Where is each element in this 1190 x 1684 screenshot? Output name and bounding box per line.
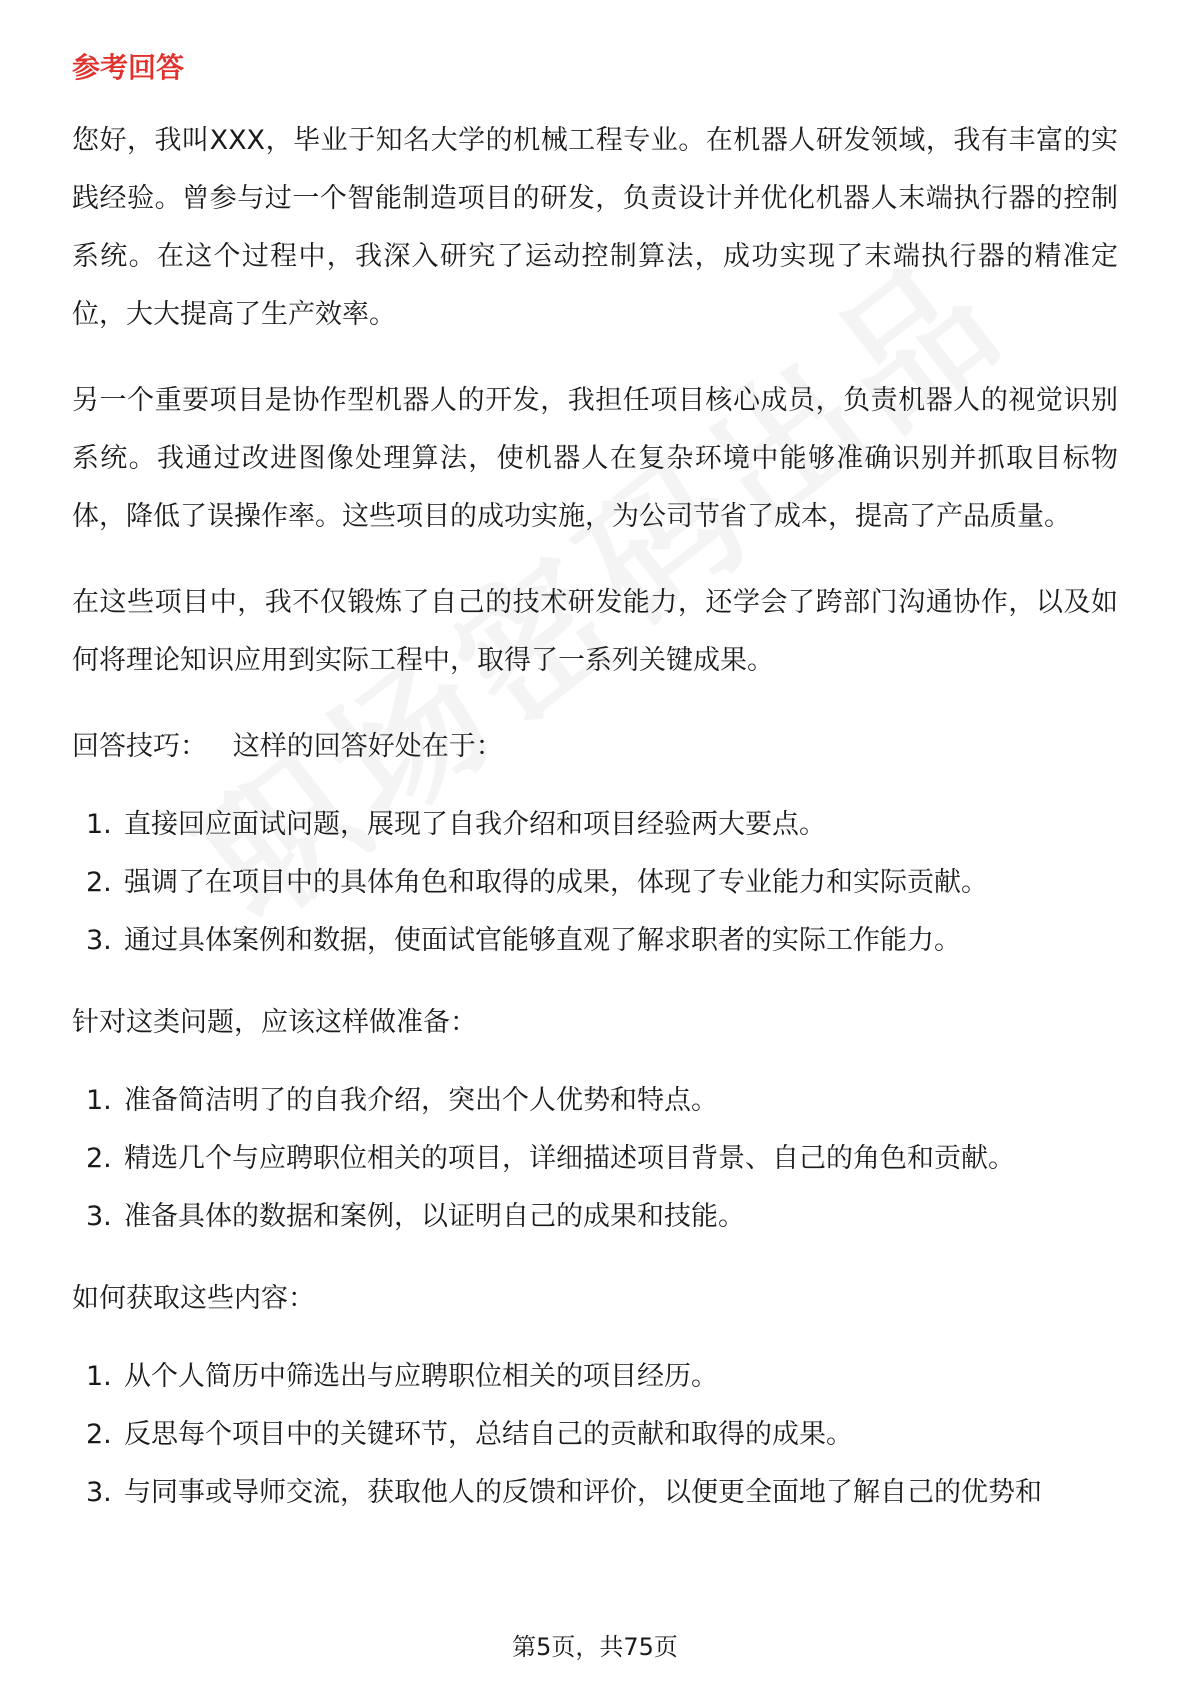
- list-text: 强调了在项目中的具体角色和取得的成果，体现了专业能力和实际贡献。: [124, 867, 988, 898]
- list-text: 反思每个项目中的关键环节，总结自己的贡献和取得的成果。: [124, 1419, 853, 1450]
- tips-list: [72, 796, 1118, 970]
- list-text: 与同事或导师交流，获取他人的反馈和评价，以便更全面地了解自己的优势和: [124, 1477, 1042, 1508]
- list-item: [72, 1348, 1118, 1406]
- list-text: 准备简洁明了的自我介绍，突出个人优势和特点。: [124, 1085, 718, 1116]
- list-number: 1.: [86, 1361, 112, 1392]
- list-number: 2.: [86, 1143, 112, 1174]
- prepare-heading: 针对这类问题，应该这样做准备：: [72, 1007, 477, 1038]
- list-item: [72, 1130, 1118, 1188]
- paragraph-1: 您好，我叫XXX，毕业于知名大学的机械工程专业。在机器人研发领域，我有丰富的实践经验。曾参与过一个智能制造项目的研发，负责设计并优化机器人末端执行器的控制系统。在这个过程中，我深入研究了运动控制算法，成功实现了末端执行器的精准定位，大大提高了生产效率。: [72, 125, 1118, 330]
- list-item: [72, 796, 1118, 854]
- list-text: 直接回应面试问题，展现了自我介绍和项目经验两大要点。: [124, 809, 826, 840]
- list-text: 准备具体的数据和案例，以证明自己的成果和技能。: [124, 1201, 745, 1232]
- list-text: 通过具体案例和数据，使面试官能够直观了解求职者的实际工作能力。: [124, 925, 961, 956]
- document-page: [72, 48, 1118, 1546]
- list-number: 2.: [86, 867, 112, 898]
- list-item: [72, 1188, 1118, 1246]
- list-item: [72, 1072, 1118, 1130]
- tips-heading: 回答技巧： 这样的回答好处在于：: [72, 731, 503, 762]
- list-item: [72, 912, 1118, 970]
- list-number: 3.: [86, 1201, 112, 1232]
- page-footer: 第5页，共75页: [512, 1633, 678, 1661]
- list-text: 精选几个与应聘职位相关的项目，详细描述项目背景、自己的角色和贡献。: [124, 1143, 1015, 1174]
- section-title: 参考回答: [72, 51, 185, 84]
- list-number: 1.: [86, 1085, 112, 1116]
- list-item: [72, 1464, 1118, 1522]
- list-number: 1.: [86, 809, 112, 840]
- paragraph-3: 在这些项目中，我不仅锻炼了自己的技术研发能力，还学会了跨部门沟通协作，以及如何将理论知识应用到实际工程中，取得了一系列关键成果。: [72, 587, 1118, 676]
- list-number: 3.: [86, 1477, 112, 1508]
- list-number: 3.: [86, 925, 112, 956]
- list-number: 2.: [86, 1419, 112, 1450]
- list-text: 从个人简历中筛选出与应聘职位相关的项目经历。: [124, 1361, 718, 1392]
- prepare-list: [72, 1072, 1118, 1246]
- obtain-list: [72, 1348, 1118, 1522]
- list-item: [72, 1406, 1118, 1464]
- paragraph-2: 另一个重要项目是协作型机器人的开发，我担任项目核心成员，负责机器人的视觉识别系统。我通过改进图像处理算法，使机器人在复杂环境中能够准确识别并抓取目标物体，降低了误操作率。这些项目的成功实施，为公司节省了成本，提高了产品质量。: [72, 385, 1118, 532]
- list-item: [72, 854, 1118, 912]
- obtain-heading: 如何获取这些内容：: [72, 1283, 315, 1314]
